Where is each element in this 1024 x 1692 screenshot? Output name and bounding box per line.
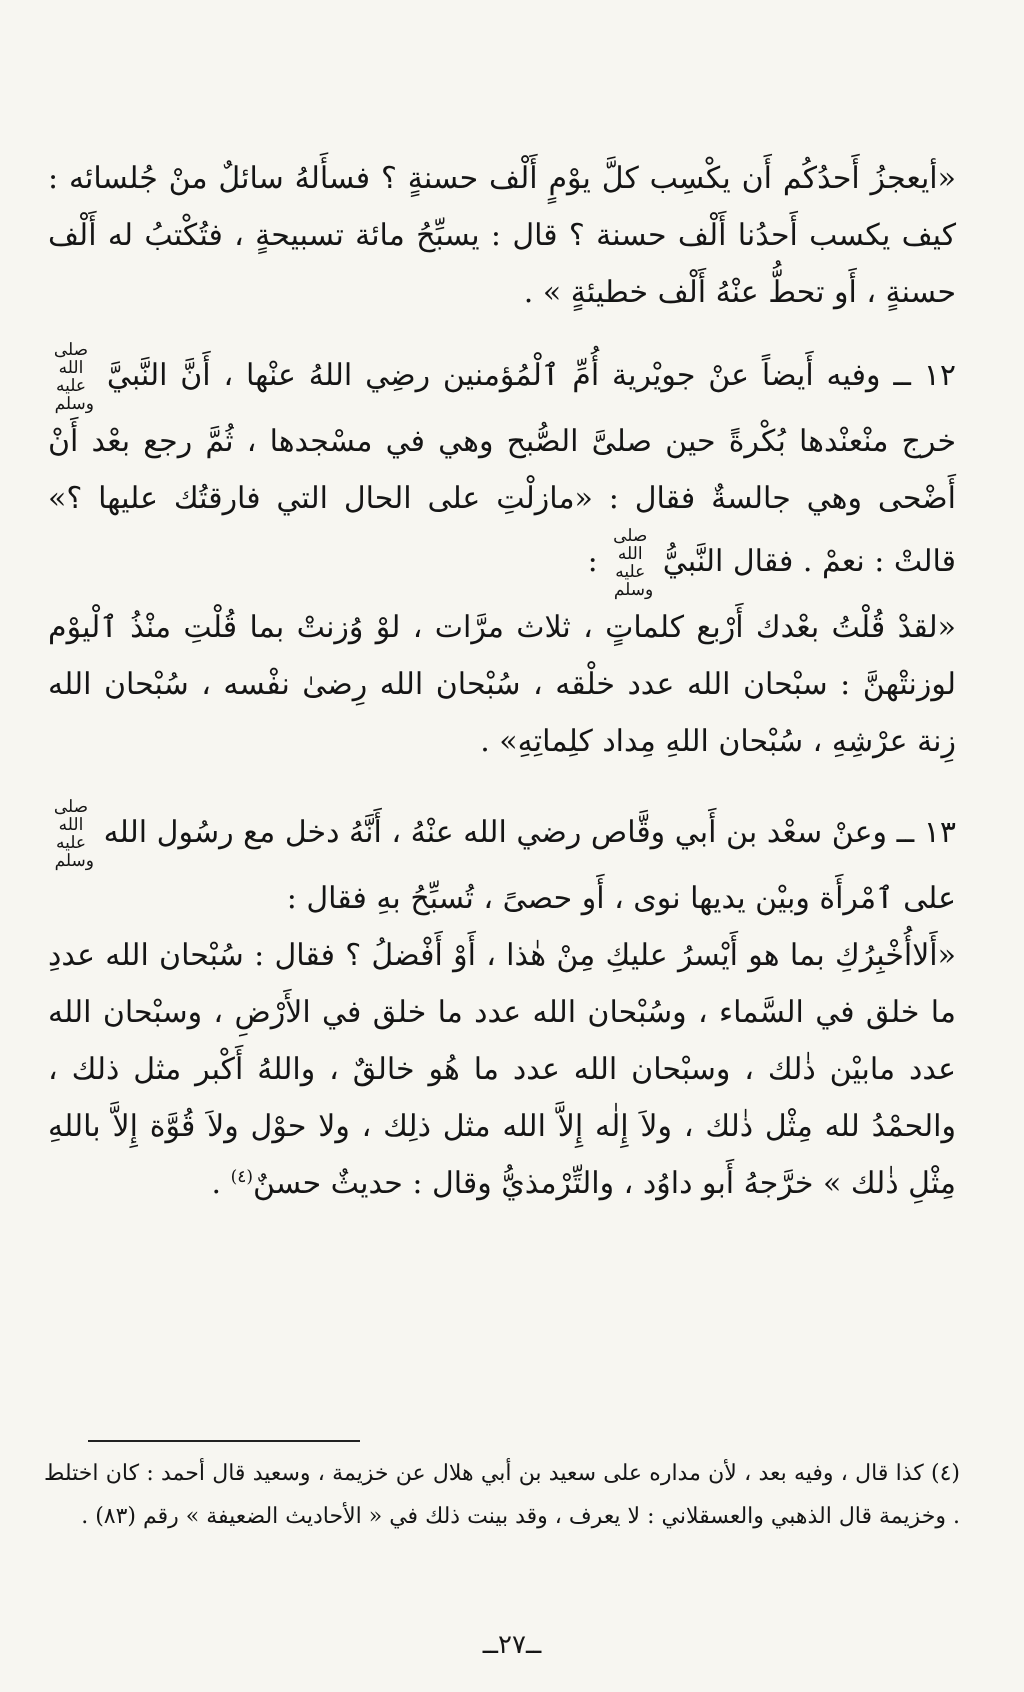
paragraph-gap [48, 770, 956, 798]
hadith-13-intro: ١٣ ــ وعنْ سعْد بن أَبي وقَّاص رضي الله عنْهُ ، أَنَّهُ دخل مع رسُول الله [103, 815, 956, 850]
page-number: ــ٢٧ــ [482, 1630, 542, 1660]
hadith-12-narrative: خرج منْعنْدها بُكْرةً حين صلىَّ الصُّبح وهي في مسْجدها ، ثُمَّ رجع بعْد أَنْ أَضْحى وهي جالسةٌ فقال : «مازلْتِ على الحال التي فارقتُك عليها ؟» قالتْ : نعمْ . فقال النَّبيُّ [48, 424, 956, 579]
hadith-text-paragraph: «أيعجزُ أَحدُكُم أَن يكْسِب كلَّ يوْمٍ أَلْف حسنةٍ ؟ فسأَلهُ سائلٌ منْ جُلسائه : كيف يكسب أَحدُنا أَلْف حسنة ؟ قال : يسبِّحُ مائة تسبيحةٍ ، فتُكْتبُ له أَلْف حسنةٍ ، أَو تحطُّ عنْهُ أَلْف خطيئةٍ » . [48, 161, 956, 310]
hadith-12-quote: «لقدْ قُلْتُ بعْدك أَرْبع كلماتٍ ، ثلاث مرَّات ، لوْ وُزنتْ بما قُلْتِ منْذُ ٱلْيوْم لوزنتْهنَّ : سبْحان الله عدد خلْقه ، سُبْحان الله رِضىٰ نفْسه ، سُبْحان الله زِنة عرْشِهِ ، سُبْحان اللهِ مِداد كلِماتِهِ» . [48, 610, 956, 759]
hadith-13-narrative: على ٱمْرأَة وبيْن يديها نوى ، أَو حصىً ، تُسبِّحُ بهِ فقال : [286, 881, 956, 916]
hadith-13-quote-text: «أَلاأُخْبِرُكِ بما هو أَيْسرُ عليكِ مِنْ هٰذا ، أَوْ أَفْضلُ ؟ فقال : سُبْحان الله عددِ ما خلق في السَّماء ، وسُبْحان الله عدد ما خلق في الأَرْضِ ، وسبْحان الله عدد مابيْن ذٰلك ، وسبْحان الله عدد ما هُو خالقٌ ، واللهُ أَكْبر مثل ذلك ، والحمْدُ لله مِثْل ذٰلك ، ولاَ إِلٰه إِلاَّ الله مثل ذلِك ، ولا حوْل ولاَ قُوَّة إِلاَّ باللهِ مِثْلِ ذٰلك » خرَّجهُ أَبو داوُد ، والتِّرْمذيُّ وقال : حديثٌ حسنٌ [48, 938, 957, 1201]
footnote-reference[interactable]: (٤) [230, 1167, 253, 1187]
footnote-4: (٤) كذا قال ، وفيه بعد ، لأن مداره على سعيد بن أبي هلال عن خزيمة ، وسعيد قال أحمد : كان اختلط . وخزيمة قال الذهبي والعسقلاني : لا يعرف ، وقد بينت ذلك في « الأحاديث الضعيفة » رقم (٨٣) . [44, 1461, 960, 1529]
hadith-12-paragraph [48, 341, 956, 599]
main-text [48, 150, 956, 1212]
salla-ligature: صلى الله عليه وسلم [53, 340, 94, 414]
hadith-12-intro: ١٢ ــ وفيه أَيضاً عنْ جويْرية أُمِّ ٱلْمُؤمنين رضِي اللهُ عنْها ، أَنَّ النَّبيَّ [106, 358, 956, 393]
hadith-13-paragraph [48, 798, 956, 927]
footnotes [44, 1452, 960, 1538]
salla-ligature: صلى الله عليه وسلم [613, 526, 654, 600]
hadith-13-end: . [211, 1166, 222, 1201]
salla-ligature: صلى الله عليه وسلم [53, 797, 94, 871]
paragraph-gap [48, 321, 956, 341]
hadith-13-quote [48, 927, 956, 1212]
hadith-12-colon: : [587, 544, 598, 579]
footnote-separator [88, 1440, 360, 1442]
